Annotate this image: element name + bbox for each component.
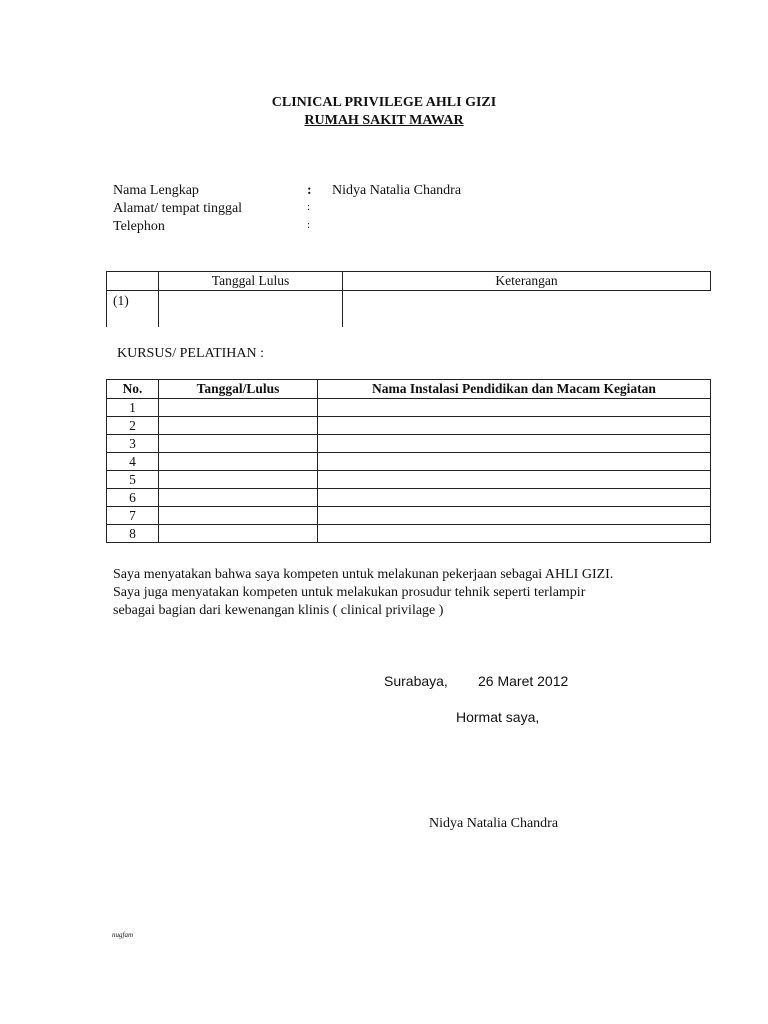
hospital-name: RUMAH SAKIT MAWAR — [304, 113, 464, 128]
row-nama-cell[interactable] — [318, 435, 711, 453]
signature-closing: Hormat saya, — [456, 709, 540, 725]
signature-date: 26 Maret 2012 — [478, 673, 569, 689]
row-number: 2 — [107, 417, 159, 435]
table-row — [107, 489, 711, 507]
label-alamat: Alamat/ tempat tinggal — [113, 201, 243, 216]
courses-header-tanggal: Tanggal/Lulus — [159, 380, 318, 399]
row-nama-cell[interactable] — [318, 471, 711, 489]
row-tanggal-cell[interactable] — [159, 435, 318, 453]
row-nama-cell[interactable] — [318, 507, 711, 525]
row-number: 6 — [107, 489, 159, 507]
row-number: 7 — [107, 507, 159, 525]
row-number: 4 — [107, 453, 159, 471]
education-row — [107, 291, 711, 327]
label-telephon: Telephon — [113, 219, 165, 234]
row-nama-cell[interactable] — [318, 453, 711, 471]
label-nama-lengkap: Nama Lengkap — [113, 183, 199, 198]
statement-line-3: sebagai bagian dari kewenangan klinis ( clinical privilage ) — [113, 603, 444, 618]
education-header-blank — [107, 272, 159, 291]
row-tanggal-cell[interactable] — [159, 507, 318, 525]
statement-line-2: Saya juga menyatakan kompeten untuk melakukan prosudur tehnik seperti terlampir — [113, 585, 586, 600]
table-row — [107, 525, 711, 543]
value-nama-lengkap: Nidya Natalia Chandra — [332, 183, 462, 198]
colon-alamat: : — [307, 201, 311, 213]
table-row — [107, 417, 711, 435]
colon-telephon: : — [307, 219, 311, 231]
document-title: CLINICAL PRIVILEGE AHLI GIZI — [271, 95, 497, 110]
table-row — [107, 435, 711, 453]
education-cell-tanggal[interactable] — [159, 291, 343, 327]
colon-nama-lengkap: : — [307, 183, 312, 198]
row-tanggal-cell[interactable] — [159, 399, 318, 417]
row-nama-cell[interactable] — [318, 489, 711, 507]
courses-header-no: No. — [107, 380, 159, 399]
table-row — [107, 471, 711, 489]
row-tanggal-cell[interactable] — [159, 471, 318, 489]
row-tanggal-cell[interactable] — [159, 417, 318, 435]
row-nama-cell[interactable] — [318, 399, 711, 417]
signature-name: Nidya Natalia Chandra — [429, 816, 559, 831]
courses-heading: KURSUS/ PELATIHAN : — [117, 346, 265, 361]
row-nama-cell[interactable] — [318, 417, 711, 435]
education-header-keterangan: Keterangan — [343, 272, 711, 291]
row-tanggal-cell[interactable] — [159, 525, 318, 543]
row-number: 3 — [107, 435, 159, 453]
statement-line-1: Saya menyatakan bahwa saya kompeten untuk melakunan pekerjaan sebagai AHLI GIZI. — [113, 567, 614, 582]
row-number: 8 — [107, 525, 159, 543]
education-cell-keterangan[interactable] — [343, 291, 711, 327]
row-tanggal-cell[interactable] — [159, 489, 318, 507]
row-nama-cell[interactable] — [318, 525, 711, 543]
education-header-tanggal-lulus: Tanggal Lulus — [159, 272, 343, 291]
education-header-row — [107, 272, 711, 291]
courses-header-row — [107, 380, 711, 399]
table-row — [107, 453, 711, 471]
table-row — [107, 507, 711, 525]
education-row-number: (1) — [107, 291, 159, 327]
footer-note: nugfam — [112, 931, 133, 939]
signature-city: Surabaya, — [384, 673, 448, 689]
education-table — [106, 271, 711, 327]
courses-table — [106, 379, 711, 543]
row-number: 5 — [107, 471, 159, 489]
row-number: 1 — [107, 399, 159, 417]
row-tanggal-cell[interactable] — [159, 453, 318, 471]
table-row — [107, 399, 711, 417]
courses-header-nama-instalasi: Nama Instalasi Pendidikan dan Macam Kegiatan — [318, 380, 711, 399]
